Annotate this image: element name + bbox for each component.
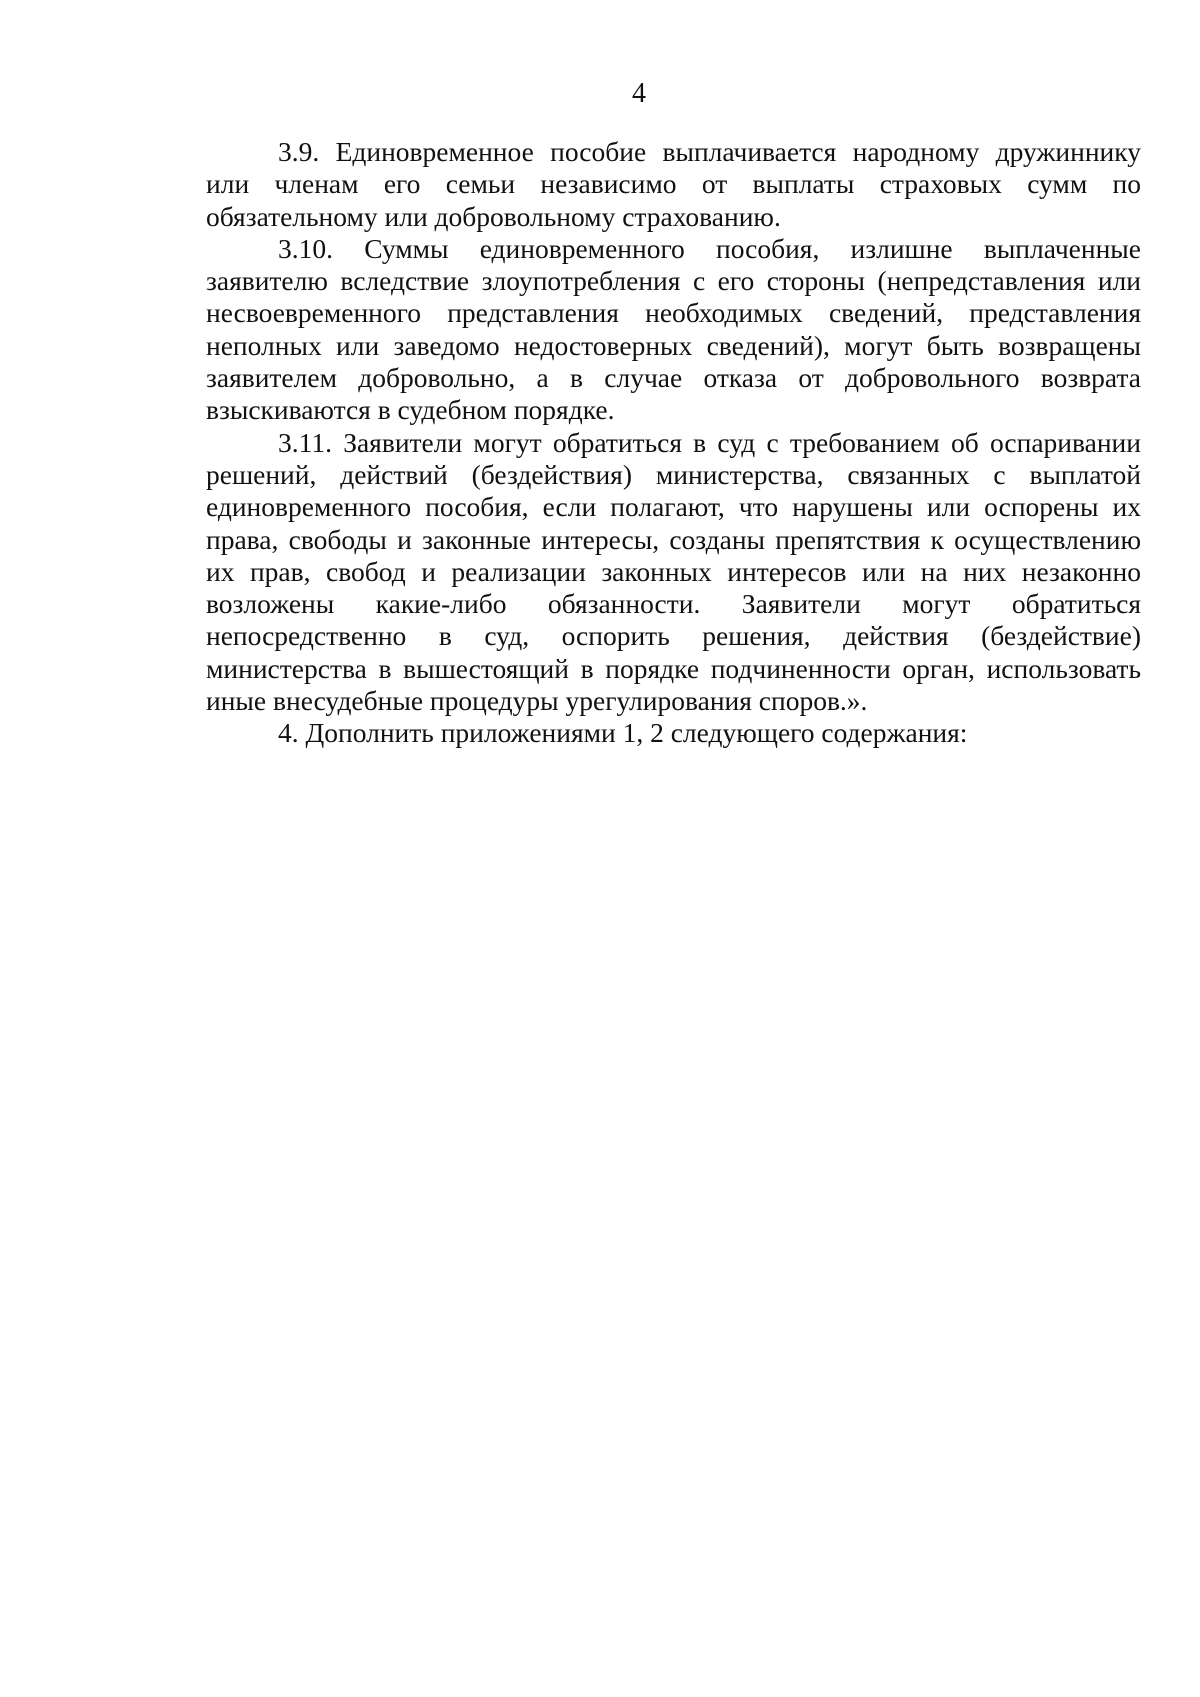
paragraph-4: 4. Дополнить приложениями 1, 2 следующего содержания:	[278, 717, 968, 749]
paragraph-3-11: 3.11. Заявители могут обратиться в суд с требованием об оспаривании решений, действий (бездействия) министерства, связанных с выплатой единовременного пособия, если полагают, что нарушены или оспорены их права, свободы и законные интересы, созданы препятствия к осуществлению их прав, свобод и реализации законных интересов или на них незаконно возложены какие-либо обязанности. Заявители могут обратиться непосредственно в суд, оспорить решения, действия (бездействие) министерства в вышестоящий в порядке подчиненности орган, использовать иные внесудебные процедуры урегулирования споров.».	[206, 426, 1141, 717]
page-number: 4	[632, 78, 646, 109]
document-body	[206, 136, 1141, 750]
paragraph-3-9: 3.9. Единовременное пособие выплачивается народному дружиннику или членам его семьи независимо от выплаты страховых сумм по обязательному или добровольному страхованию.	[206, 136, 1141, 232]
paragraph-3-10: 3.10. Суммы единовременного пособия, излишне выплаченные заявителю вследствие злоупотребления с его стороны (непредставления или несвоевременного представления необходимых сведений, представления неполных или заведомо недостоверных сведений), могут быть возвращены заявителем добровольно, а в случае отказа от добровольного возврата взыскиваются в судебном порядке.	[206, 232, 1141, 426]
